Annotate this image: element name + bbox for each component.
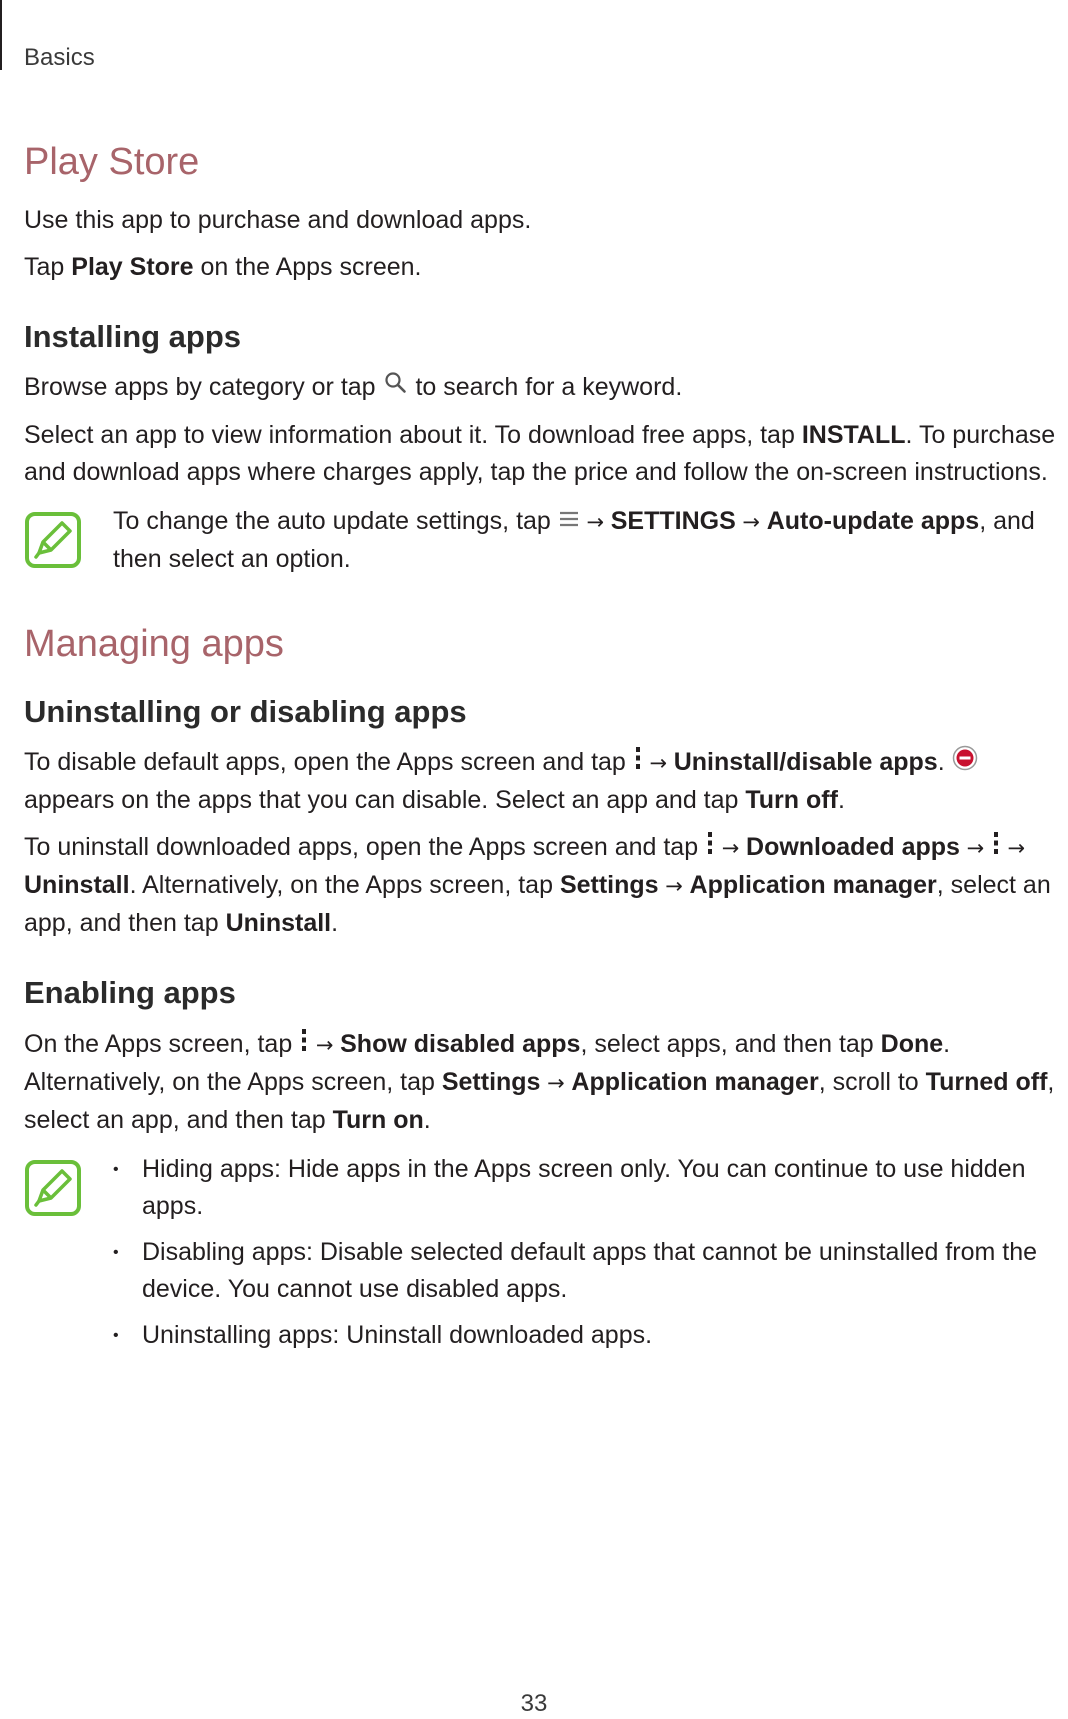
enabling-apps-heading: Enabling apps (24, 975, 236, 1011)
more-options-icon (633, 745, 643, 782)
note-auto-update (24, 503, 1064, 578)
note-pencil-icon (24, 511, 82, 569)
installing-apps-heading: Installing apps (24, 318, 242, 354)
uninstalling-p1: To disable default apps, open the Apps screen and tap → Uninstall/disable apps. appears on the apps that you can disable. Select an app and tap Turn off. (24, 744, 1064, 819)
enabling-p1: On the Apps screen, tap → Show disabled apps, select apps, and then tap Done. Alternatively, on the Apps screen, tap Settings → Application manager, scroll to Turned off, select an app, and then tap Turn on. (24, 1026, 1064, 1139)
disable-badge-icon (952, 745, 978, 782)
page-number: 33 (520, 1690, 548, 1717)
note-pencil-icon (24, 1159, 82, 1217)
list-item: • Disabling apps: Disable selected default apps that cannot be uninstalled from the device. You cannot use disabled apps. (113, 1237, 1038, 1303)
menu-lines-icon (558, 504, 580, 541)
section-header: Basics (24, 44, 95, 71)
note-auto-update-text: To change the auto update settings, tap → SETTINGS → Auto-update apps, and then select an option. (113, 503, 1064, 578)
note-app-states (24, 1151, 1064, 1354)
more-options-icon (299, 1027, 309, 1064)
installing-p1: Browse apps by category or tap to search for a keyword. (24, 369, 1064, 407)
play-store-intro: Use this app to purchase and download apps. (24, 205, 532, 234)
more-options-icon (705, 830, 715, 867)
page-edge-line (0, 0, 2, 70)
search-icon (383, 370, 409, 407)
play-store-title: Play Store (24, 141, 200, 183)
more-options-icon (991, 830, 1001, 867)
list-item: • Uninstalling apps: Uninstall downloaded apps. (113, 1320, 653, 1349)
play-store-tap-instruction: Tap Play Store on the Apps screen. (24, 252, 422, 281)
page-content (24, 140, 1064, 1364)
list-item: • Hiding apps: Hide apps in the Apps screen only. You can continue to use hidden apps. (113, 1154, 1026, 1220)
play-store-term: Play Store (71, 252, 194, 281)
uninstalling-p2: To uninstall downloaded apps, open the Apps screen and tap → Downloaded apps → → Uninstall. Alternatively, on the Apps screen, tap Settings → Application manager, select an app, and then tap Uninstall. (24, 829, 1064, 942)
installing-p2: Select an app to view information about it. To download free apps, tap INSTALL. To purchase and download apps where charges apply, tap the price and follow the on-screen instructions. (24, 420, 1056, 486)
managing-apps-title: Managing apps (24, 622, 284, 665)
uninstalling-heading: Uninstalling or disabling apps (24, 694, 467, 730)
bullet-list (113, 1151, 1064, 1354)
